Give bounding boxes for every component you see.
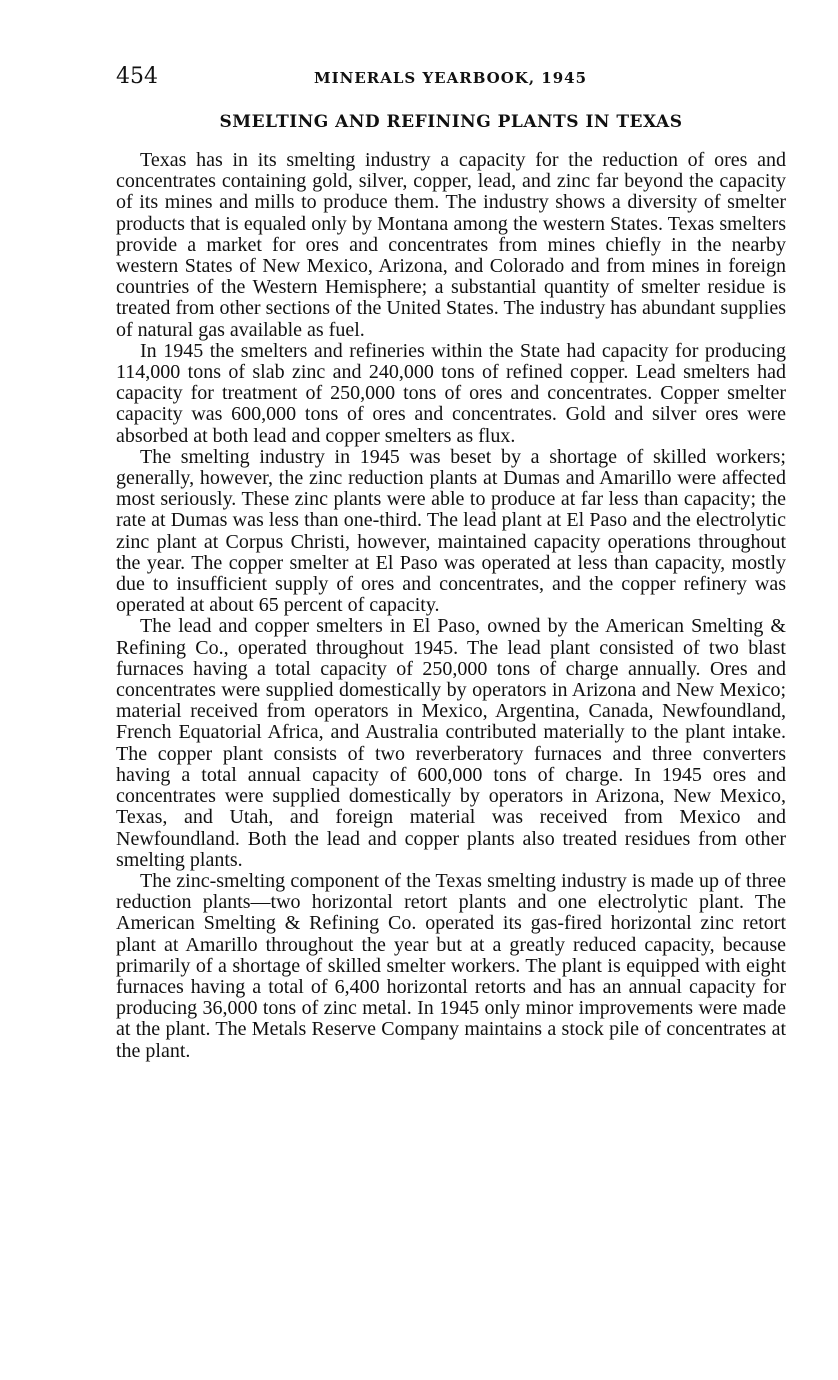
running-head — [116, 64, 786, 94]
paragraph-5: The zinc-smelting component of the Texas smelting industry is made up of three reduction plants—two horizontal retort plants and one electrolytic plant. The American Smelting & Refining Co. operated its gas-fired horizontal zinc retort plant at Amarillo throughout the year but at a greatly reduced capacity, because primarily of a shortage of skilled smelter workers. The plant is equipped with eight furnaces having a total of 6,400 horizontal retorts and has an annual capacity for producing 36,000 tons of zinc metal. In 1945 only minor improvements were made at the plant. The Metals Reserve Company maintains a stock pile of concentrates at the plant. — [116, 869, 786, 1062]
article-body — [116, 150, 786, 1062]
journal-title: MINERALS YEARBOOK, 1945 — [314, 69, 588, 87]
paragraph-2: In 1945 the smelters and refineries within the State had capacity for producing 114,000 tons of slab zinc and 240,000 tons of refined copper. Lead smelters had capacity for treatment of 250,000 tons of ores and concentrates. Copper smelter capacity was 600,000 tons of ores and concentrates. Gold and silver ores were absorbed at both lead and copper smelters as flux. — [116, 339, 786, 447]
paragraph-4: The lead and copper smelters in El Paso, owned by the American Smelting & Refining Co., operated throughout 1945. The lead plant consisted of two blast furnaces having a total capacity of 250,000 tons of charge annually. Ores and concentrates were supplied domestically by operators in Arizona and New Mexico; material received from operators in Mexico, Argentina, Canada, Newfoundland, French Equatorial Africa, and Australia contributed materially to the plant intake. The copper plant consists of two reverberatory furnaces and three converters having a total annual capacity of 600,000 tons of charge. In 1945 ores and concentrates were supplied domestically by operators in Arizona, New Mexico, Texas, and Utah, and foreign material was received from Mexico and Newfoundland. Both the lead and copper plants also treated residues from other smelting plants. — [116, 615, 786, 871]
paragraph-1: Texas has in its smelting industry a capacity for the reduction of ores and concentrates containing gold, silver, copper, lead, and zinc far beyond the capacity of its mines and mills to produce them. The industry shows a diversity of smelter products that is equaled only by Montana among the western States. Texas smelters provide a market for ores and concentrates from mines chiefly in the nearby western States of New Mexico, Arizona, and Colorado and from mines in foreign countries of the Western Hemisphere; a substantial quantity of smelter residue is treated from other sections of the United States. The industry has abundant supplies of natural gas available as fuel. — [116, 149, 786, 341]
section-title: SMELTING AND REFINING PLANTS IN TEXAS — [219, 112, 683, 132]
paragraph-3: The smelting industry in 1945 was beset by a shortage of skilled workers; generally, however, the zinc reduction plants at Dumas and Amarillo were affected most seriously. These zinc plants were able to produce at far less than capacity; the rate at Dumas was less than one-third. The lead plant at El Paso and the electrolytic zinc plant at Corpus Christi, however, maintained capacity operations throughout the year. The copper smelter at El Paso was operated at less than capacity, mostly due to insufficient supply of ores and concentrates, and the copper refinery was operated at about 65 percent of capacity. — [116, 445, 786, 617]
page-number: 454 — [116, 64, 158, 89]
